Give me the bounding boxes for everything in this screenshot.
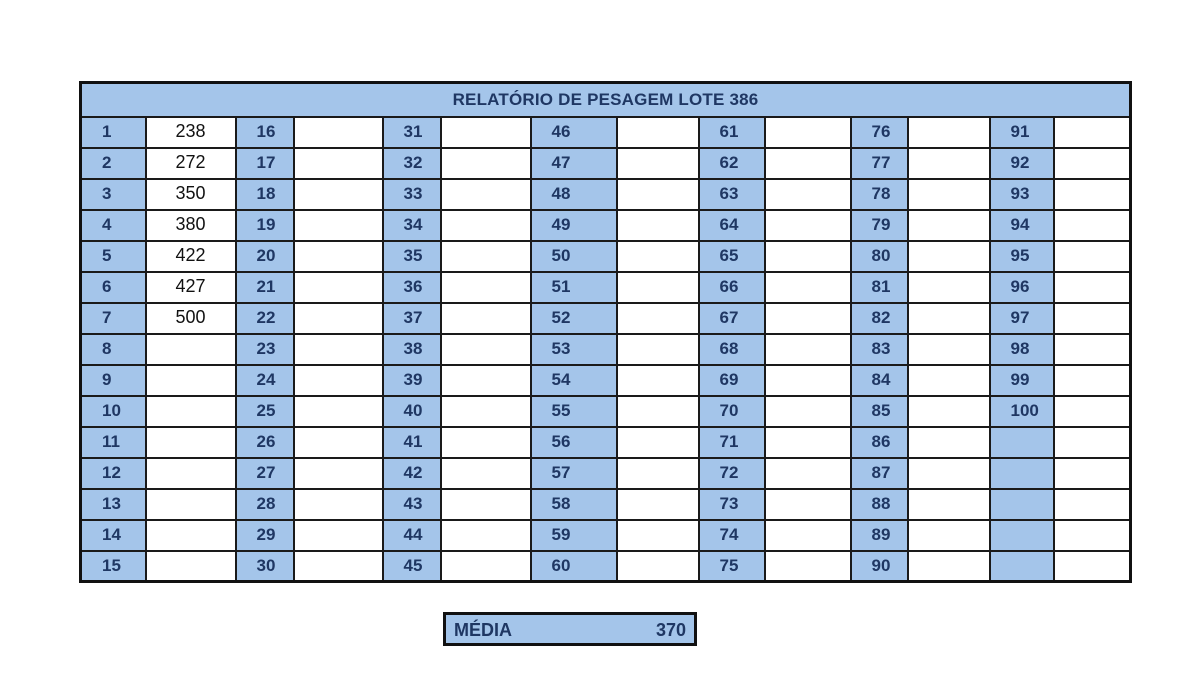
row-number-cell: 53	[531, 334, 617, 365]
row-number-cell: 86	[851, 427, 908, 458]
row-number-cell: 73	[699, 489, 765, 520]
row-number-cell: 35	[383, 241, 441, 272]
weight-cell	[765, 551, 851, 582]
row-number-cell: 59	[531, 520, 617, 551]
row-number-cell: 6	[81, 272, 146, 303]
weight-cell	[1054, 396, 1131, 427]
weight-cell	[294, 334, 383, 365]
row-number-cell: 3	[81, 179, 146, 210]
weight-cell	[617, 272, 699, 303]
weight-cell	[908, 365, 990, 396]
row-number-cell: 95	[990, 241, 1054, 272]
table-row	[81, 520, 1131, 551]
row-number-cell: 49	[531, 210, 617, 241]
weight-cell	[441, 117, 531, 148]
weight-cell	[765, 148, 851, 179]
row-number-cell: 4	[81, 210, 146, 241]
weight-cell	[908, 303, 990, 334]
row-number-cell: 25	[236, 396, 294, 427]
weight-cell	[1054, 334, 1131, 365]
table-row	[81, 365, 1131, 396]
table-row	[81, 272, 1131, 303]
weight-cell	[617, 148, 699, 179]
weight-cell: 500	[146, 303, 236, 334]
weight-cell	[617, 489, 699, 520]
weight-cell: 350	[146, 179, 236, 210]
weight-cell	[617, 334, 699, 365]
weight-cell	[294, 303, 383, 334]
row-number-cell: 37	[383, 303, 441, 334]
weight-cell	[617, 365, 699, 396]
weight-cell	[294, 210, 383, 241]
row-number-cell: 85	[851, 396, 908, 427]
empty-number-cell	[990, 520, 1054, 551]
row-number-cell: 14	[81, 520, 146, 551]
empty-number-cell	[990, 489, 1054, 520]
weight-cell	[908, 520, 990, 551]
weight-cell	[617, 241, 699, 272]
weight-cell	[617, 117, 699, 148]
row-number-cell: 66	[699, 272, 765, 303]
row-number-cell: 28	[236, 489, 294, 520]
row-number-cell: 47	[531, 148, 617, 179]
weight-cell	[1054, 489, 1131, 520]
weight-cell	[294, 148, 383, 179]
weight-cell	[294, 458, 383, 489]
weight-cell	[146, 520, 236, 551]
row-number-cell: 26	[236, 427, 294, 458]
row-number-cell: 34	[383, 210, 441, 241]
weight-cell	[617, 303, 699, 334]
row-number-cell: 56	[531, 427, 617, 458]
weight-cell: 380	[146, 210, 236, 241]
table-row	[81, 179, 1131, 210]
weight-cell	[617, 458, 699, 489]
row-number-cell: 2	[81, 148, 146, 179]
row-number-cell: 46	[531, 117, 617, 148]
weight-cell	[441, 365, 531, 396]
row-number-cell: 63	[699, 179, 765, 210]
table-row	[81, 241, 1131, 272]
row-number-cell: 18	[236, 179, 294, 210]
row-number-cell: 97	[990, 303, 1054, 334]
row-number-cell: 88	[851, 489, 908, 520]
row-number-cell: 93	[990, 179, 1054, 210]
weight-cell	[617, 520, 699, 551]
row-number-cell: 29	[236, 520, 294, 551]
weight-cell	[617, 551, 699, 582]
row-number-cell: 65	[699, 241, 765, 272]
row-number-cell: 64	[699, 210, 765, 241]
row-number-cell: 90	[851, 551, 908, 582]
weight-cell	[146, 427, 236, 458]
row-number-cell: 68	[699, 334, 765, 365]
row-number-cell: 69	[699, 365, 765, 396]
weight-cell	[1054, 458, 1131, 489]
weight-cell	[441, 179, 531, 210]
weight-cell	[765, 303, 851, 334]
row-number-cell: 94	[990, 210, 1054, 241]
row-number-cell: 91	[990, 117, 1054, 148]
weight-cell	[441, 210, 531, 241]
weight-cell: 427	[146, 272, 236, 303]
row-number-cell: 62	[699, 148, 765, 179]
row-number-cell: 7	[81, 303, 146, 334]
average-label: MÉDIA	[454, 620, 512, 640]
weight-cell	[294, 117, 383, 148]
weight-cell	[441, 303, 531, 334]
row-number-cell: 11	[81, 427, 146, 458]
row-number-cell: 87	[851, 458, 908, 489]
row-number-cell: 33	[383, 179, 441, 210]
row-number-cell: 89	[851, 520, 908, 551]
weight-cell	[146, 396, 236, 427]
row-number-cell: 79	[851, 210, 908, 241]
row-number-cell: 54	[531, 365, 617, 396]
row-number-cell: 61	[699, 117, 765, 148]
weight-cell	[294, 179, 383, 210]
weight-cell	[1054, 179, 1131, 210]
row-number-cell: 78	[851, 179, 908, 210]
weight-cell	[146, 458, 236, 489]
average-box	[443, 612, 697, 646]
row-number-cell: 76	[851, 117, 908, 148]
table-row	[81, 210, 1131, 241]
weight-cell	[908, 117, 990, 148]
table-row	[81, 551, 1131, 582]
row-number-cell: 50	[531, 241, 617, 272]
table-row	[81, 396, 1131, 427]
weight-cell	[294, 427, 383, 458]
weight-cell	[765, 334, 851, 365]
row-number-cell: 96	[990, 272, 1054, 303]
row-number-cell: 40	[383, 396, 441, 427]
weight-cell	[441, 489, 531, 520]
row-number-cell: 99	[990, 365, 1054, 396]
weight-cell	[294, 520, 383, 551]
row-number-cell: 55	[531, 396, 617, 427]
row-number-cell: 84	[851, 365, 908, 396]
row-number-cell: 9	[81, 365, 146, 396]
weight-cell	[908, 148, 990, 179]
weight-cell	[441, 241, 531, 272]
report-title: RELATÓRIO DE PESAGEM LOTE 386	[81, 83, 1131, 117]
table-row	[81, 427, 1131, 458]
row-number-cell: 70	[699, 396, 765, 427]
row-number-cell: 67	[699, 303, 765, 334]
row-number-cell: 19	[236, 210, 294, 241]
weight-cell	[1054, 148, 1131, 179]
weight-cell	[908, 241, 990, 272]
row-number-cell: 10	[81, 396, 146, 427]
weight-cell	[146, 365, 236, 396]
row-number-cell: 39	[383, 365, 441, 396]
weight-cell	[146, 489, 236, 520]
weight-cell	[146, 334, 236, 365]
row-number-cell: 58	[531, 489, 617, 520]
weight-cell	[908, 334, 990, 365]
weight-cell	[908, 489, 990, 520]
weight-cell	[765, 179, 851, 210]
weight-cell	[294, 396, 383, 427]
weight-cell	[765, 365, 851, 396]
weight-cell	[908, 551, 990, 582]
row-number-cell: 8	[81, 334, 146, 365]
row-number-cell: 21	[236, 272, 294, 303]
weight-cell	[441, 334, 531, 365]
weight-cell	[146, 551, 236, 582]
weight-cell	[765, 117, 851, 148]
weight-cell	[1054, 272, 1131, 303]
weight-cell	[765, 241, 851, 272]
row-number-cell: 36	[383, 272, 441, 303]
row-number-cell: 44	[383, 520, 441, 551]
row-number-cell: 80	[851, 241, 908, 272]
weight-cell	[765, 427, 851, 458]
weight-cell	[441, 551, 531, 582]
row-number-cell: 1	[81, 117, 146, 148]
row-number-cell: 17	[236, 148, 294, 179]
empty-number-cell	[990, 551, 1054, 582]
row-number-cell: 31	[383, 117, 441, 148]
weight-cell	[294, 241, 383, 272]
weight-cell	[908, 427, 990, 458]
row-number-cell: 22	[236, 303, 294, 334]
row-number-cell: 30	[236, 551, 294, 582]
row-number-cell: 82	[851, 303, 908, 334]
row-number-cell: 77	[851, 148, 908, 179]
row-number-cell: 74	[699, 520, 765, 551]
row-number-cell: 38	[383, 334, 441, 365]
row-number-cell: 42	[383, 458, 441, 489]
weight-cell	[1054, 365, 1131, 396]
weight-cell	[1054, 520, 1131, 551]
table-row	[81, 334, 1131, 365]
empty-number-cell	[990, 458, 1054, 489]
row-number-cell: 43	[383, 489, 441, 520]
weight-cell	[908, 210, 990, 241]
table-row	[81, 303, 1131, 334]
weight-cell	[294, 365, 383, 396]
row-number-cell: 5	[81, 241, 146, 272]
row-number-cell: 27	[236, 458, 294, 489]
row-number-cell: 98	[990, 334, 1054, 365]
weight-cell: 272	[146, 148, 236, 179]
weight-cell	[441, 458, 531, 489]
weight-cell: 238	[146, 117, 236, 148]
weight-cell	[908, 179, 990, 210]
weight-cell	[1054, 427, 1131, 458]
weight-cell: 422	[146, 241, 236, 272]
weight-cell	[765, 272, 851, 303]
weight-cell	[1054, 551, 1131, 582]
weight-cell	[617, 427, 699, 458]
weight-cell	[441, 520, 531, 551]
row-number-cell: 20	[236, 241, 294, 272]
row-number-cell: 15	[81, 551, 146, 582]
row-number-cell: 83	[851, 334, 908, 365]
weight-cell	[441, 396, 531, 427]
weight-cell	[765, 210, 851, 241]
weight-cell	[441, 427, 531, 458]
weight-cell	[617, 179, 699, 210]
weight-cell	[294, 489, 383, 520]
row-number-cell: 75	[699, 551, 765, 582]
table-row	[81, 489, 1131, 520]
weight-cell	[1054, 241, 1131, 272]
row-number-cell: 32	[383, 148, 441, 179]
weight-cell	[765, 396, 851, 427]
weight-cell	[908, 396, 990, 427]
row-number-cell: 92	[990, 148, 1054, 179]
weight-cell	[441, 148, 531, 179]
row-number-cell: 12	[81, 458, 146, 489]
weighing-report-table	[79, 81, 1132, 583]
row-number-cell: 81	[851, 272, 908, 303]
row-number-cell: 100	[990, 396, 1054, 427]
table-row	[81, 458, 1131, 489]
weight-cell	[294, 272, 383, 303]
row-number-cell: 52	[531, 303, 617, 334]
weight-cell	[765, 520, 851, 551]
weight-cell	[908, 272, 990, 303]
row-number-cell: 45	[383, 551, 441, 582]
row-number-cell: 72	[699, 458, 765, 489]
weight-cell	[765, 458, 851, 489]
weight-cell	[1054, 117, 1131, 148]
row-number-cell: 41	[383, 427, 441, 458]
row-number-cell: 57	[531, 458, 617, 489]
weight-cell	[294, 551, 383, 582]
row-number-cell: 60	[531, 551, 617, 582]
weight-cell	[617, 396, 699, 427]
weight-cell	[441, 272, 531, 303]
row-number-cell: 16	[236, 117, 294, 148]
weight-cell	[1054, 303, 1131, 334]
row-number-cell: 48	[531, 179, 617, 210]
row-number-cell: 71	[699, 427, 765, 458]
weight-cell	[1054, 210, 1131, 241]
row-number-cell: 24	[236, 365, 294, 396]
weight-cell	[765, 489, 851, 520]
row-number-cell: 23	[236, 334, 294, 365]
empty-number-cell	[990, 427, 1054, 458]
weight-cell	[908, 458, 990, 489]
row-number-cell: 13	[81, 489, 146, 520]
table-row	[81, 148, 1131, 179]
row-number-cell: 51	[531, 272, 617, 303]
average-value: 370	[655, 620, 686, 640]
table-row	[81, 117, 1131, 148]
weight-cell	[617, 210, 699, 241]
